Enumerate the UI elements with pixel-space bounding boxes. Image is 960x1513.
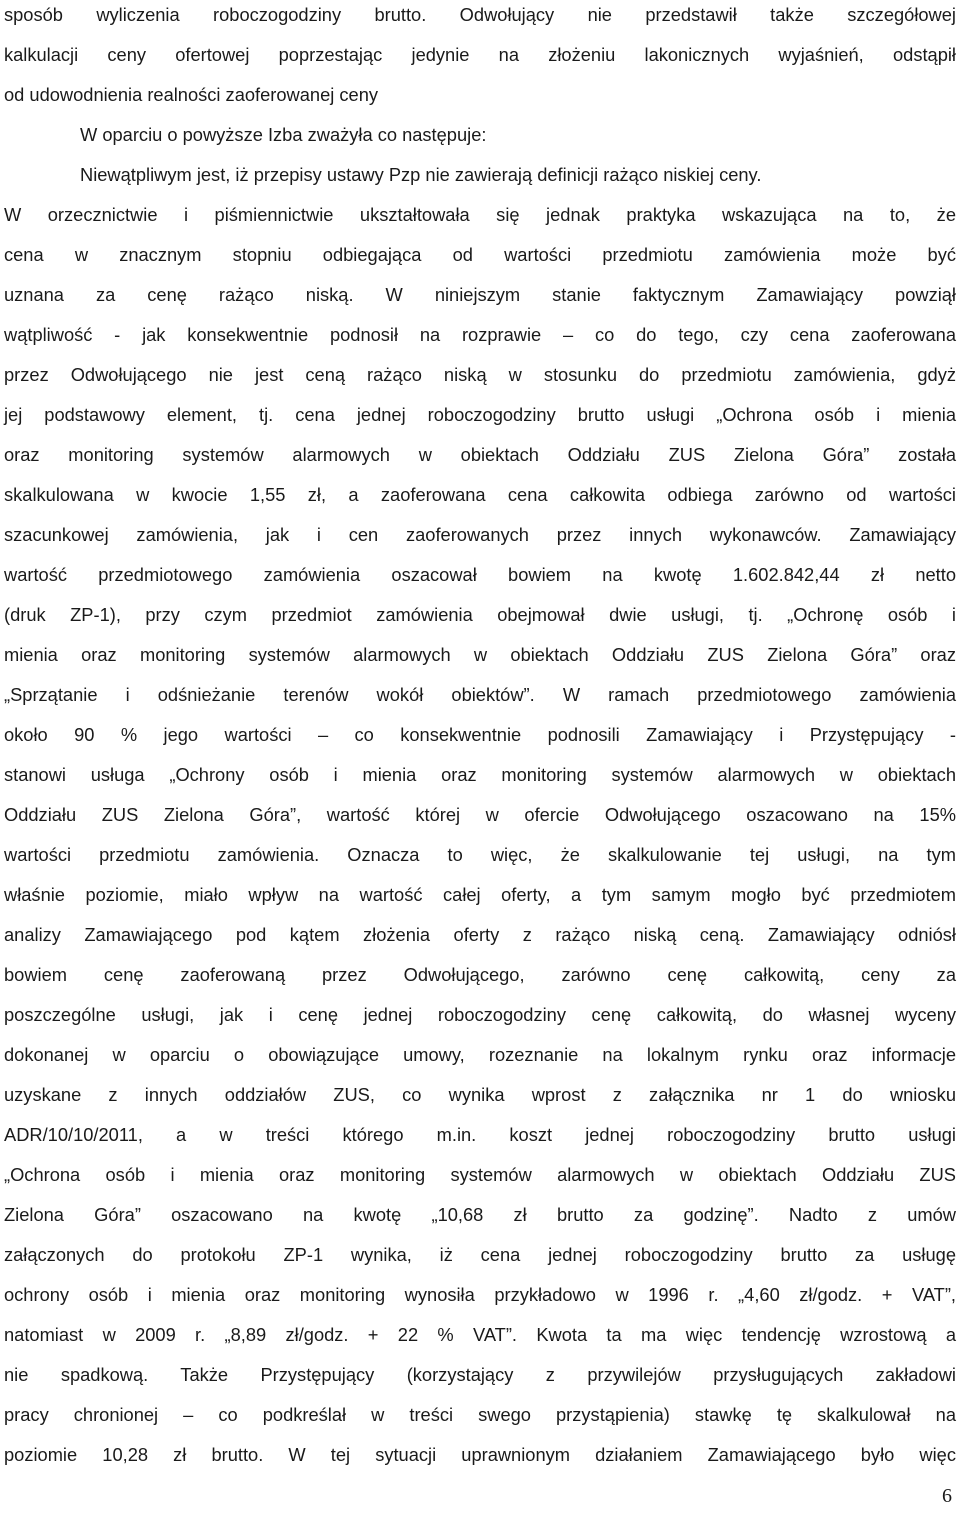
text-line-35: nie spadkową. Także Przystępujący (korzystający z przywilejów przysługujących zakładowi bbox=[4, 1364, 956, 1385]
section-intro: W oparciu o powyższe Izba zważyła co następuje: bbox=[80, 124, 487, 145]
text-line-37: poziomie 10,28 zł brutto. W tej sytuacji uprawnionym działaniem Zamawiającego było więc bbox=[4, 1444, 956, 1465]
text-line-12: oraz monitoring systemów alarmowych w obiektach Oddziału ZUS Zielona Góra” została bbox=[4, 444, 956, 465]
text-line-36: pracy chronionej – co podkreślał w treści swego przystąpienia) stawkę tę skalkulował na bbox=[4, 1404, 956, 1425]
text-line-17: mienia oraz monitoring systemów alarmowych w obiektach Oddziału ZUS Zielona Góra” oraz bbox=[4, 644, 956, 665]
text-line-25: bowiem cenę zaoferowaną przez Odwołującego, zarówno cenę całkowitą, ceny za bbox=[4, 964, 956, 985]
page-number: 6 bbox=[942, 1485, 952, 1507]
text-line-9: wątpliwość - jak konsekwentnie podnosił na rozprawie – co do tego, czy cena zaoferowana bbox=[4, 324, 956, 345]
text-line-14: szacunkowej zamówienia, jak i cen zaoferowanych przez innych wykonawców. Zamawiający bbox=[4, 524, 956, 545]
text-line-8: uznana za cenę rażąco niską. W niniejszym stanie faktycznym Zamawiający powziął bbox=[4, 284, 956, 305]
text-line-20: stanowi usługa „Ochrony osób i mienia oraz monitoring systemów alarmowych w obiektach bbox=[4, 764, 956, 785]
text-line-7: cena w znacznym stopniu odbiegająca od wartości przedmiotu zamówienia może być bbox=[4, 244, 956, 265]
text-line-2: kalkulacji ceny ofertowej poprzestając jedynie na złożeniu lakonicznych wyjaśnień, odstąpił bbox=[4, 44, 956, 65]
text-line-24: analizy Zamawiającego pod kątem złożenia oferty z rażąco niską ceną. Zamawiający odniósł bbox=[4, 924, 956, 945]
text-line-34: natomiast w 2009 r. „8,89 zł/godz. + 22 % VAT”. Kwota ta ma więc tendencję wzrostową a bbox=[4, 1324, 956, 1345]
text-line-18: „Sprzątanie i odśnieżanie terenów wokół obiektów”. W ramach przedmiotowego zamówienia bbox=[4, 684, 956, 705]
text-line-13: skalkulowana w kwocie 1,55 zł, a zaoferowana cena całkowita odbiega zarówno od wartości bbox=[4, 484, 956, 505]
text-line-16: (druk ZP-1), przy czym przedmiot zamówienia obejmował dwie usługi, tj. „Ochronę osób i bbox=[4, 604, 956, 625]
text-line-15: wartość przedmiotowego zamówienia oszacował bowiem na kwotę 1.602.842,44 zł netto bbox=[4, 564, 956, 585]
text-line-21: Oddziału ZUS Zielona Góra”, wartość której w ofercie Odwołującego oszacowano na 15% bbox=[4, 804, 956, 825]
text-line-28: uzyskane z innych oddziałów ZUS, co wynika wprost z załącznika nr 1 do wniosku bbox=[4, 1084, 956, 1105]
text-line-31: Zielona Góra” oszacowano na kwotę „10,68 zł brutto za godzinę”. Nadto z umów bbox=[4, 1204, 956, 1225]
text-line-5: Niewątpliwym jest, iż przepisy ustawy Pzp nie zawierają definicji rażąco niskiej ceny. bbox=[80, 164, 762, 185]
text-line-30: „Ochrona osób i mienia oraz monitoring systemów alarmowych w obiektach Oddziału ZUS bbox=[4, 1164, 956, 1185]
text-line-33: ochrony osób i mienia oraz monitoring wynosiła przykładowo w 1996 r. „4,60 zł/godz. + VAT”, bbox=[4, 1284, 956, 1305]
text-line-29: ADR/10/10/2011, a w treści którego m.in. koszt jednej roboczogodziny brutto usługi bbox=[4, 1124, 956, 1145]
text-line-6: W orzecznictwie i piśmiennictwie ukształtowała się jednak praktyka wskazująca na to, że bbox=[4, 204, 956, 225]
text-line-32: załączonych do protokołu ZP-1 wynika, iż cena jednej roboczogodziny brutto za usługę bbox=[4, 1244, 956, 1265]
text-line-26: poszczególne usługi, jak i cenę jednej roboczogodziny cenę całkowitą, do własnej wyceny bbox=[4, 1004, 956, 1025]
text-line-1: sposób wyliczenia roboczogodziny brutto. Odwołujący nie przedstawił także szczegółowej bbox=[4, 4, 956, 25]
text-line-3: od udowodnienia realności zaoferowanej ceny bbox=[4, 84, 378, 105]
text-line-11: jej podstawowy element, tj. cena jednej roboczogodziny brutto usługi „Ochrona osób i mienia bbox=[4, 404, 956, 425]
text-line-27: dokonanej w oparciu o obowiązujące umowy, rozeznanie na lokalnym rynku oraz informacje bbox=[4, 1044, 956, 1065]
text-line-22: wartości przedmiotu zamówienia. Oznacza to więc, że skalkulowanie tej usługi, na tym bbox=[4, 844, 956, 865]
text-line-10: przez Odwołującego nie jest ceną rażąco niską w stosunku do przedmiotu zamówienia, gdyż bbox=[4, 364, 956, 385]
text-line-19: około 90 % jego wartości – co konsekwentnie podnosili Zamawiający i Przystępujący - bbox=[4, 724, 956, 745]
text-line-23: właśnie poziomie, miało wpływ na wartość całej oferty, a tym samym mogło być przedmiotem bbox=[4, 884, 956, 905]
